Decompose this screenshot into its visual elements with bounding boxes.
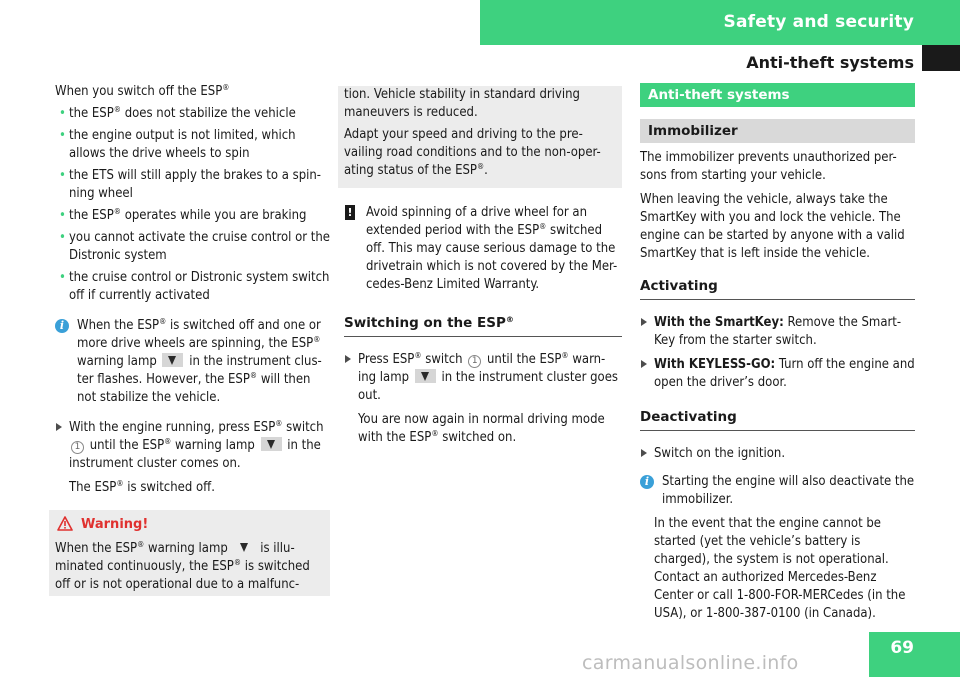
warning-text-continued: tion. Vehicle stability in standard driving maneuvers is reduced. [344, 87, 580, 120]
warning-triangle-icon [57, 516, 73, 531]
step-switch-off: With the engine running, press ESP® switch 1 until the ESP® warning lamp in the instrument cluster comes on. [55, 419, 330, 473]
column-1 [55, 83, 330, 596]
page-number: 69 [890, 638, 914, 658]
page-number-box [869, 632, 960, 677]
esp-warning-lamp-icon [415, 369, 436, 383]
bullet-1: • the ESP® does not stabilize the vehicle [55, 105, 330, 123]
header-section-title: Safety and security [723, 12, 914, 32]
column-3 [640, 83, 915, 623]
notice-damage: ! Avoid spinning of a drive wheel for an extended period with the ESP® switched off. This may cause serious damage to the drivetrain which is not covered by the Mer-cedes-Benz Limited Warranty. [344, 204, 622, 294]
switch-number-badge: 1 [468, 355, 481, 368]
bullet-3: • the ETS will still apply the brakes to a spin-ning wheel [55, 167, 330, 203]
heading-activating: Activating [640, 277, 915, 300]
warning-title: Warning! [55, 516, 324, 534]
bullet-4: • the ESP® operates while you are braking [55, 207, 330, 225]
info-note-esp-off: i When the ESP® is switched off and one or more drive wheels are spinning, the ESP® warning lamp in the instrument clus-ter flashes. However, the ESP® will then not stabilize the vehicle. [55, 317, 330, 407]
warning-box [49, 510, 330, 596]
info-icon: i [640, 475, 654, 489]
esp-warning-lamp-icon [261, 437, 282, 451]
esp-warning-lamp-icon [234, 540, 255, 554]
intro-text: When you switch off the ESP® [55, 83, 230, 99]
immobilizer-advice: When leaving the vehicle, always take the SmartKey with you and lock the vehicle. The engine can be started by anyone with a valid SmartKey that is left inside the vehicle. [640, 192, 905, 261]
step-deactivate: Switch on the ignition. [640, 445, 915, 463]
step-result: The ESP® is switched off. [69, 479, 215, 495]
step-activate-keyless-go: With KEYLESS-GO: Turn off the engine and open the driver’s door. [640, 356, 915, 392]
info-icon: i [55, 319, 69, 333]
exclamation-icon: ! [345, 205, 355, 220]
immobilizer-description: The immobilizer prevents unauthorized per-sons from starting your vehicle. [640, 150, 897, 183]
info-note-immobilizer: i Starting the engine will also deactivate the immobilizer. [640, 473, 915, 509]
esp-warning-lamp-icon [162, 353, 183, 367]
bullet-2: • the engine output is not limited, which allows the drive wheels to spin [55, 127, 330, 163]
bullet-6: • the cruise control or Distronic system switch off if currently activated [55, 269, 330, 305]
subsection-title-immobilizer: Immobilizer [640, 119, 915, 143]
column-2 [344, 86, 622, 447]
header-subsection-title: Anti-theft systems [746, 53, 914, 72]
warning-text-advice: Adapt your speed and driving to the pre-vailing road conditions and to the non-oper-ating status of the ESP®. [344, 127, 601, 178]
step-result-switch-on: You are now again in normal driving mode with the ESP® switched on. [358, 412, 605, 445]
watermark: carmanualsonline.info [582, 652, 799, 674]
switch-number-badge: 1 [71, 441, 84, 454]
heading-switching-on-esp: Switching on the ESP® [344, 314, 622, 337]
warning-text: When the ESP® warning lamp is illu-minated continuously, the ESP® is switched off or is not operational due to a malfunc- [55, 540, 310, 592]
warning-box-continued [338, 86, 622, 188]
step-switch-on: Press ESP® switch 1 until the ESP® warn-ing lamp in the instrument cluster goes out. [344, 351, 622, 405]
bullet-5: • you cannot activate the cruise control or the Distronic system [55, 229, 330, 265]
step-activate-smartkey: With the SmartKey: Remove the Smart-Key from the starter switch. [640, 314, 915, 350]
immobilizer-troubleshooting: In the event that the engine cannot be started (yet the vehicle’s battery is charged), the system is not operational. Contact an authorized Mercedes-Benz Center or call 1-800-FOR-MERCedes (in the USA), or 1-800-387-0100 (in Canada). [654, 516, 906, 621]
section-title-anti-theft: Anti-theft systems [640, 83, 915, 107]
header-tab-marker [922, 45, 960, 71]
heading-deactivating: Deactivating [640, 408, 915, 431]
header-section-bar [480, 0, 960, 45]
